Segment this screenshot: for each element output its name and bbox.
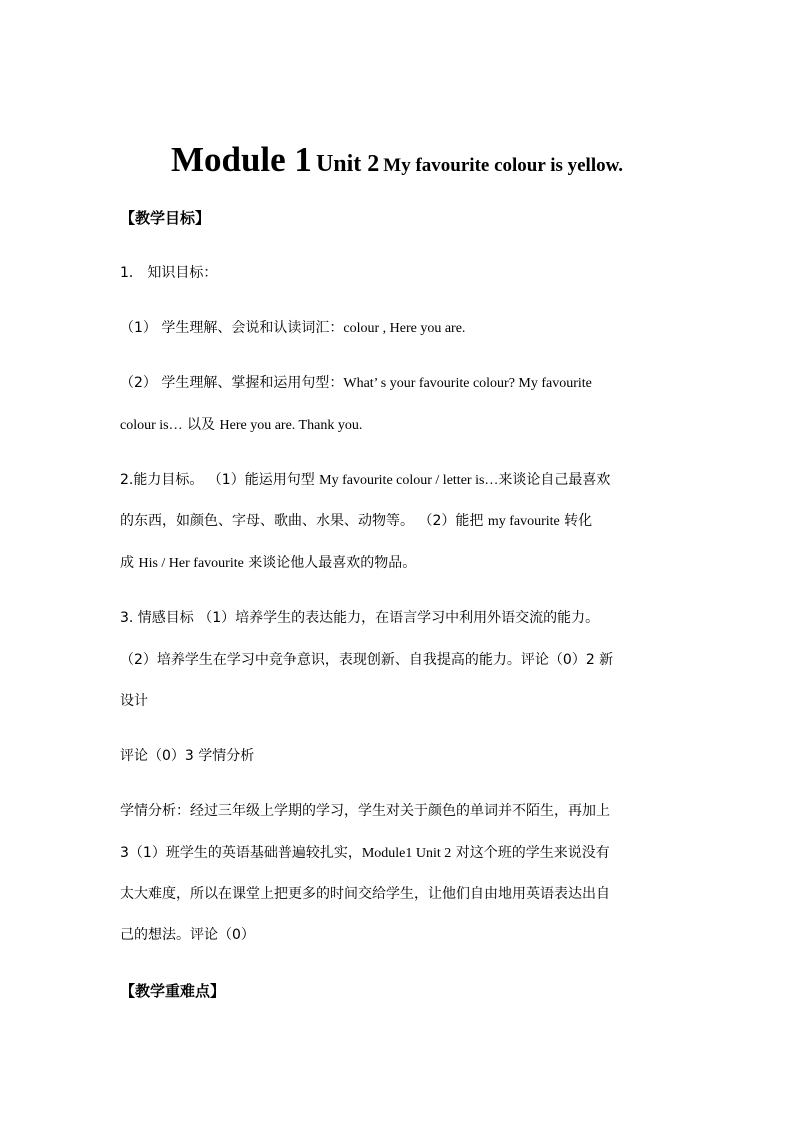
text-segment: 来谈论他人最喜欢的物品。: [243, 555, 417, 571]
analysis-paragraph-line-3: 太大难度，所以在课堂上把更多的时间交给学生，让他们自由地用英语表达出自: [120, 886, 610, 902]
text-segment: 2.能力目标。 （1）能运用句型: [120, 472, 320, 488]
text-segment: 的东西，如颜色、字母、歌曲、水果、动物等。 （2）能把: [120, 513, 488, 529]
english-segment: Here you are. Thank you.: [219, 418, 363, 433]
key-points-heading: 【教学重难点】: [120, 982, 226, 1000]
ability-objective-line-3: [120, 553, 680, 574]
english-segment: His / Her favourite: [138, 556, 244, 571]
text-segment: （2） 学生理解、掌握和运用句型：: [120, 375, 344, 391]
analysis-paragraph-line-2: [120, 843, 680, 864]
english-segment: Module1 Unit 2: [361, 846, 452, 861]
emotional-objective: 3. 情感目标 （1）培养学生的表达能力，在语言学习中利用外语交流的能力。: [120, 610, 600, 626]
english-segment: colour , Here you are.: [343, 321, 466, 336]
objectives-heading: 【教学目标】: [120, 209, 211, 227]
text-segment: 转化: [559, 513, 593, 529]
analysis-heading: 评论（0）3 学情分析: [120, 748, 255, 764]
objective-item-2-continued: [120, 415, 680, 436]
lesson-title: [0, 140, 794, 180]
english-segment: What’ s your favourite colour? My favourite: [343, 376, 592, 391]
text-segment: 以及: [182, 417, 220, 433]
analysis-paragraph-line-4: 己的想法。评论（0）: [120, 927, 255, 943]
title-unit: Unit 2: [315, 151, 380, 177]
emotional-objective-line-2: （2）培养学生在学习中竞争意识，表现创新、自我提高的能力。评论（0）2 新: [120, 652, 614, 668]
title-sentence: My favourite colour is yellow.: [383, 155, 624, 176]
english-segment: colour is…: [120, 418, 183, 433]
text-segment: 成: [120, 555, 139, 571]
text-segment: （1） 学生理解、会说和认读词汇：: [120, 320, 344, 336]
title-module: Module 1: [170, 140, 312, 179]
knowledge-objective: 1． 知识目标：: [120, 265, 218, 281]
text-segment: 来谈论自己最喜欢: [498, 472, 611, 488]
english-segment: My favourite colour / letter is…: [319, 473, 499, 488]
design-line: 设计: [120, 693, 148, 709]
text-segment: 3（1）班学生的英语基础普遍较扎实，: [120, 845, 362, 861]
english-segment: my favourite: [487, 514, 560, 529]
objective-item-2: [120, 373, 680, 394]
ability-objective: [120, 470, 680, 491]
text-segment: 对这个班的学生来说没有: [451, 845, 610, 861]
ability-objective-line-2: [120, 511, 680, 532]
objective-item-1: [120, 318, 680, 339]
analysis-paragraph-line-1: 学情分析：经过三年级上学期的学习，学生对关于颜色的单词并不陌生，再加上: [120, 803, 610, 819]
